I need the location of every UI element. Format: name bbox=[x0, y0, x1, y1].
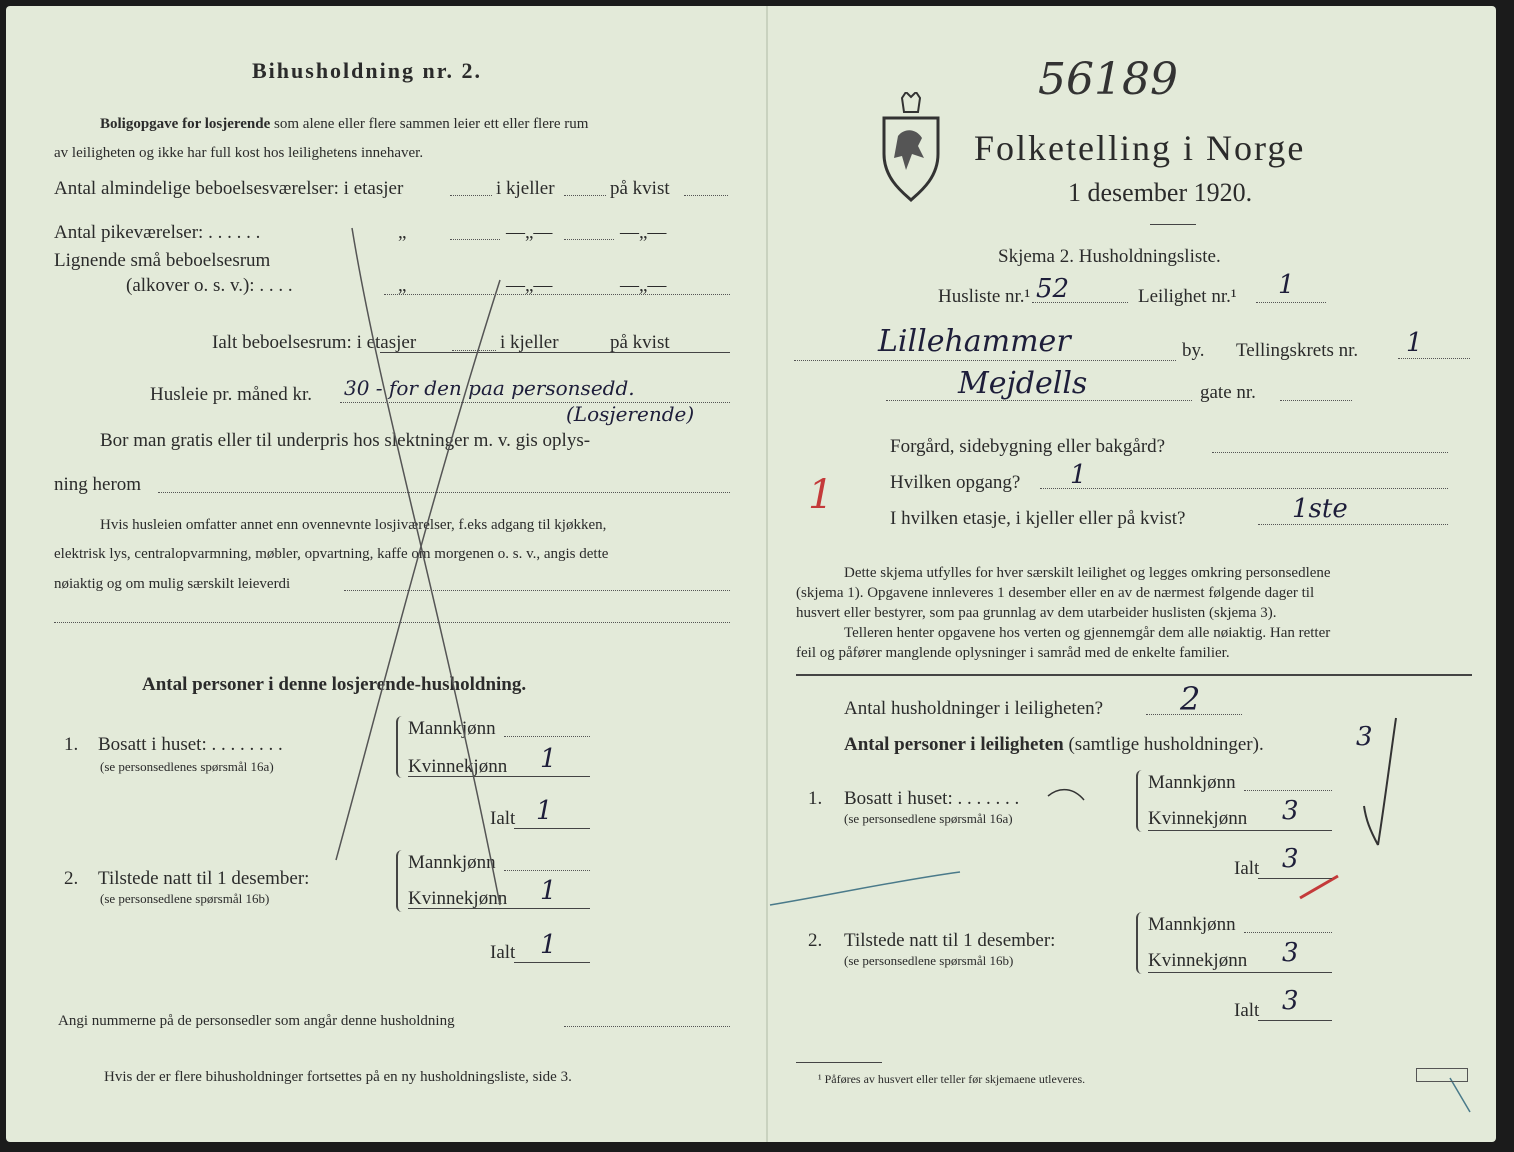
right-present-label: Tilstede natt til 1 desember: bbox=[844, 930, 1056, 951]
left-resident-ref: (se personsedlenes spørsmål 16a) bbox=[100, 759, 274, 774]
forgard-line bbox=[1212, 452, 1448, 453]
footnote: ¹ Påføres av husvert eller teller før skjemaene utleveres. bbox=[818, 1072, 1086, 1086]
right-present-num: 2. bbox=[808, 930, 823, 951]
gate-line bbox=[1280, 400, 1352, 401]
info2-line-2: feil og påfører manglende oplysninger i samråd med de enkelte familier. bbox=[796, 645, 1230, 661]
rooms-kvist-label: på kvist bbox=[610, 178, 670, 199]
left-footer: Hvis der er flere bihusholdninger fortsettes på en ny husholdningsliste, side 3. bbox=[104, 1069, 572, 1085]
right-present-male-line bbox=[1244, 932, 1332, 933]
intro-bold: Boligopgave for losjerende bbox=[100, 116, 271, 132]
households-line bbox=[1146, 714, 1242, 715]
footnote-rule bbox=[796, 1062, 882, 1063]
title-rule bbox=[1150, 224, 1196, 225]
right-present-total-label: Ialt bbox=[1234, 1000, 1260, 1021]
right-resident-rule bbox=[1148, 830, 1332, 831]
left-title: Bihusholdning nr. 2. bbox=[252, 58, 482, 83]
right-title: Folketelling i Norge bbox=[974, 128, 1306, 168]
left-present-total-label: Ialt bbox=[490, 942, 516, 963]
pencil-strike-line-2 bbox=[336, 280, 500, 860]
blue-pencil-mark bbox=[770, 872, 960, 905]
leilighet-line bbox=[1256, 302, 1326, 303]
krets-value: 1 bbox=[1406, 328, 1423, 358]
intro-rest: som alene eller flere sammen leier ett eller flere rum bbox=[274, 116, 589, 132]
right-present-total-value: 3 bbox=[1282, 986, 1299, 1016]
left-resident-num: 1. bbox=[64, 734, 79, 755]
alcove-ditto: „ bbox=[398, 275, 407, 296]
husliste-label: Husliste nr.¹ bbox=[938, 286, 1031, 307]
total-kvist-label: på kvist bbox=[610, 332, 670, 353]
husliste-line bbox=[1032, 302, 1128, 303]
leilighet-label: Leilighet nr.¹ bbox=[1138, 286, 1237, 307]
angi-label: Angi nummerne på de personsedler som angår denne husholdning bbox=[58, 1013, 455, 1029]
intro-line-2: av leiligheten og ikke har full kost hos leilighetens innehaver. bbox=[54, 145, 424, 161]
right-resident-male-label: Mannkjønn bbox=[1148, 772, 1236, 793]
right-resident-male-line bbox=[1244, 790, 1332, 791]
rooms-label: Antal almindelige beboelsesværelser: i etasjer bbox=[54, 178, 404, 199]
rent-value: 30 - for den paa personsedd. bbox=[344, 376, 635, 400]
extra-line-3: nøiaktig og om mulig særskilt leieverdi bbox=[54, 576, 291, 592]
left-present-num: 2. bbox=[64, 868, 79, 889]
rent-note: (Losjerende) bbox=[566, 402, 695, 426]
maids-dash-2: —„— bbox=[620, 222, 667, 243]
leilighet-value: 1 bbox=[1278, 270, 1295, 300]
left-present-female-label: Kvinnekjønn bbox=[408, 888, 508, 909]
info1-line-2: (skjema 1). Opgavene innleveres 1 desember eller en av de nærmest følgende dager til bbox=[796, 585, 1315, 601]
left-present-male-label: Mannkjønn bbox=[408, 852, 496, 873]
schema-label: Skjema 2. Husholdningsliste. bbox=[998, 246, 1221, 267]
section-rule bbox=[796, 674, 1472, 676]
right-present-rule bbox=[1148, 972, 1332, 973]
left-present-total-value: 1 bbox=[540, 930, 557, 960]
city-line bbox=[794, 360, 1176, 361]
gate-label: gate nr. bbox=[1200, 382, 1256, 403]
extra-line-2: elektrisk lys, centralopvarmning, møbler, opvartning, kaffe om morgenen o. s. v., angis dette bbox=[54, 546, 609, 562]
right-present-total-rule bbox=[1258, 1020, 1332, 1021]
total-rooms-label: Ialt beboelsesrum: i etasjer bbox=[212, 332, 417, 353]
maids-ditto: „ bbox=[398, 222, 407, 243]
right-resident-total-rule bbox=[1258, 878, 1332, 879]
persons-heading: Antal personer i denne losjerende-husholdning. bbox=[142, 674, 527, 695]
free-line-2: ning herom bbox=[54, 474, 142, 495]
right-present-male-label: Mannkjønn bbox=[1148, 914, 1236, 935]
street-line bbox=[886, 400, 1192, 401]
city-value: Lillehammer bbox=[878, 324, 1071, 359]
census-date: 1 desember 1920. bbox=[1068, 178, 1253, 207]
red-margin-mark: 1 bbox=[808, 472, 834, 518]
left-resident-male-label: Mannkjønn bbox=[408, 718, 496, 739]
corner-mark bbox=[1450, 1078, 1470, 1112]
dots-arc-mark bbox=[1048, 790, 1084, 800]
etasje-label: I hvilken etasje, i kjeller eller på kvist? bbox=[890, 508, 1186, 529]
right-resident-female-value: 3 bbox=[1282, 796, 1299, 826]
left-resident-female-value: 1 bbox=[540, 744, 557, 774]
free-line-1: Bor man gratis eller til underpris hos slektninger m. v. gis oplys- bbox=[100, 430, 591, 451]
small-rooms-label: Lignende små beboelsesrum bbox=[54, 250, 271, 271]
right-present-female-label: Kvinnekjønn bbox=[1148, 950, 1248, 971]
left-resident-label: Bosatt i huset: . . . . . . . . bbox=[98, 734, 283, 755]
husliste-value: 52 bbox=[1036, 274, 1070, 304]
left-resident-female-label: Kvinnekjønn bbox=[408, 756, 508, 777]
rent-label: Husleie pr. måned kr. bbox=[150, 384, 312, 405]
krets-label: Tellingskrets nr. bbox=[1236, 340, 1359, 361]
alcove-dash-1: —„— bbox=[506, 275, 553, 296]
printer-stamp bbox=[1416, 1068, 1468, 1082]
alcove-dash-2: —„— bbox=[620, 275, 667, 296]
street-value: Mejdells bbox=[958, 366, 1088, 401]
right-resident-female-label: Kvinnekjønn bbox=[1148, 808, 1248, 829]
red-pencil-mark bbox=[1300, 876, 1338, 898]
left-resident-total-label: Ialt bbox=[490, 808, 516, 829]
krets-line bbox=[1398, 358, 1470, 359]
right-resident-label: Bosatt i huset: . . . . . . . bbox=[844, 788, 1020, 809]
maids-dash-1: —„— bbox=[506, 222, 553, 243]
left-present-label: Tilstede natt til 1 desember: bbox=[98, 868, 310, 889]
alcove-label: (alkover o. s. v.): . . . . bbox=[126, 275, 293, 296]
info1-line-3: husvert eller bestyrer, som paa grunnlag av dem utarbeider huslisten (skjema 3). bbox=[796, 605, 1277, 621]
right-resident-brace bbox=[1136, 770, 1144, 832]
right-present-ref: (se personsedlene spørsmål 16b) bbox=[844, 953, 1014, 968]
info1-line-1: Dette skjema utfylles for hver særskilt leilighet og legges omkring personsedlene bbox=[844, 565, 1331, 581]
left-present-ref: (se personsedlene spørsmål 16b) bbox=[100, 891, 270, 906]
left-resident-total-value: 1 bbox=[536, 796, 553, 826]
opgang-line bbox=[1040, 488, 1448, 489]
opgang-value: 1 bbox=[1070, 460, 1087, 490]
right-resident-num: 1. bbox=[808, 788, 823, 809]
right-resident-ref: (se personsedlene spørsmål 16a) bbox=[844, 811, 1013, 826]
coat-of-arms-icon bbox=[880, 92, 942, 202]
right-resident-total-label: Ialt bbox=[1234, 858, 1260, 879]
rooms-kjeller-label: i kjeller bbox=[496, 178, 555, 199]
extra-line-1: Hvis husleien omfatter annet enn ovennevnte losjiværelser, f.eks adgang til kjøkken, bbox=[100, 517, 607, 533]
persons-label-bold: Antal personer i leiligheten bbox=[844, 734, 1064, 755]
stamp-number: 56189 bbox=[1038, 54, 1178, 105]
opgang-label: Hvilken opgang? bbox=[890, 472, 1021, 493]
households-label: Antal husholdninger i leiligheten? bbox=[844, 698, 1104, 719]
maids-label: Antal pikeværelser: . . . . . . bbox=[54, 222, 261, 243]
persons-label bbox=[844, 734, 1264, 756]
etasje-value: 1ste bbox=[1292, 494, 1348, 524]
by-label: by. bbox=[1182, 340, 1205, 361]
persons-label-rest: (samtlige husholdninger). bbox=[1068, 734, 1264, 755]
info2-line-1: Telleren henter opgavene hos verten og gjennemgår dem alle nøiaktig. Han retter bbox=[844, 625, 1331, 641]
right-resident-total-value: 3 bbox=[1282, 844, 1299, 874]
forgard-label: Forgård, sidebygning eller bakgård? bbox=[890, 436, 1166, 457]
pencil-strike-line-1 bbox=[352, 228, 500, 905]
right-present-brace bbox=[1136, 912, 1144, 974]
left-present-female-value: 1 bbox=[540, 876, 557, 906]
etasje-line bbox=[1258, 524, 1448, 525]
households-value: 2 bbox=[1180, 680, 1201, 718]
right-present-female-value: 3 bbox=[1282, 938, 1299, 968]
persons-value: 3 bbox=[1356, 722, 1373, 752]
total-kjeller-label: i kjeller bbox=[500, 332, 559, 353]
